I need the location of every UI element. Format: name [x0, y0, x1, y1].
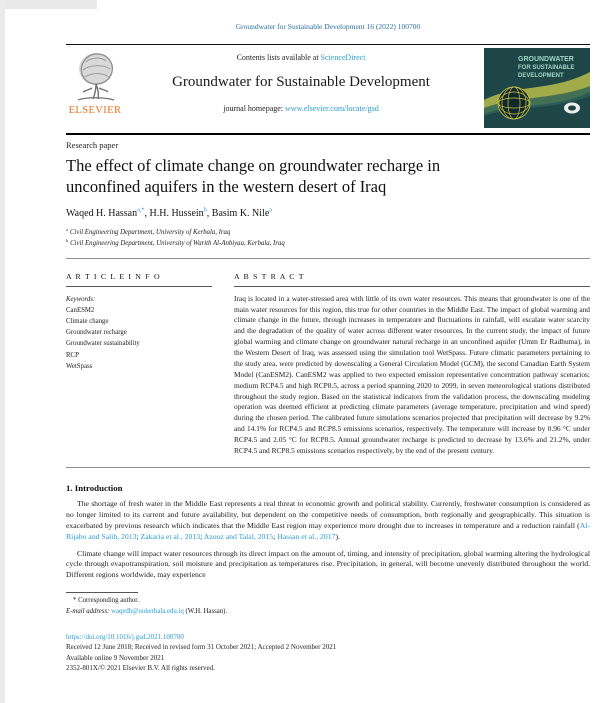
affiliations	[66, 228, 590, 250]
article-info-column	[66, 272, 212, 457]
affiliation-a-text: Civil Engineering Department, University of Kerbala, Iraq	[69, 228, 231, 236]
author-1	[66, 208, 145, 219]
sciencedirect-link[interactable]: ScienceDirect	[320, 53, 366, 62]
article-title-line1: The effect of climate change on groundwater recharge in	[66, 156, 441, 175]
introduction-section	[66, 483, 590, 582]
article-type-label: Research paper	[66, 140, 119, 150]
article-meta-block	[66, 632, 590, 674]
corresponding-author-note	[66, 596, 590, 606]
journal-header-center	[124, 48, 478, 130]
footnote-block	[66, 592, 590, 616]
footnote-marker: *	[73, 597, 79, 605]
intro-p1-sep: ;	[273, 531, 278, 541]
article-info-rule	[66, 286, 212, 287]
intro-p1-sep: ;	[136, 531, 141, 541]
homepage-prefix: journal homepage:	[223, 104, 286, 113]
email-line	[66, 607, 590, 617]
intro-p1-text: The shortage of fresh water in the Middle East represents a real threat to economic growth and political stability. Currently, freshwater consumption is considered as no longer limited to its current and future availability, but dependent on the competitive needs of consumption, both regionally and geographically. This situation is exacerbated by previous research which indicates that the Middle East region may experience more drought due to increases in temperature and a reduction rainfall (	[66, 498, 590, 530]
running-head-journal-ref[interactable]: Groundwater for Sustainable Development 16 (2022) 100700	[235, 22, 421, 31]
cover-title-line3: DEVELOPMENT	[518, 73, 564, 79]
affiliation-b-sup: b	[66, 237, 69, 243]
author-2	[150, 208, 207, 219]
affiliation-b	[66, 239, 590, 250]
journal-cover-thumbnail	[484, 48, 590, 128]
email-suffix: (W.H. Hassan).	[183, 607, 228, 615]
keyword-item: Groundwater recharge	[66, 329, 127, 337]
page-content	[66, 0, 590, 674]
intro-p1-sep: ;	[200, 531, 204, 541]
abstract-rule	[234, 286, 590, 287]
elsevier-tree-icon	[70, 50, 120, 104]
homepage-line	[124, 104, 478, 113]
article-info-heading: A R T I C L E I N F O	[66, 271, 161, 281]
cover-title-line1: GROUNDWATER	[518, 56, 574, 63]
email-label: E-mail address:	[66, 607, 110, 615]
author-separator: ,	[144, 207, 150, 219]
author-3	[212, 208, 272, 219]
author-3-name: Basim K. Nile	[211, 207, 270, 219]
available-online-line: Available online 9 November 2021	[66, 653, 165, 662]
author-2-affil-sup[interactable]: b	[203, 206, 207, 214]
homepage-link[interactable]: www.elsevier.com/locate/gsd	[285, 104, 379, 113]
email-link[interactable]: waqedh@uokerbala.edu.iq	[111, 607, 184, 615]
author-1-affil-sup[interactable]: a,*	[137, 206, 145, 214]
contents-line	[124, 53, 478, 62]
divider-under-affiliations	[66, 258, 590, 259]
abstract-heading: A B S T R A C T	[234, 271, 305, 281]
footnote-rule	[66, 592, 138, 593]
article-title-line2: unconfined aquifers in the western desert of Iraq	[66, 176, 387, 196]
author-1-name: Waqed H. Hassan	[66, 207, 138, 219]
elsevier-logo-block	[66, 48, 124, 130]
author-3-affil-sup[interactable]: a	[269, 206, 273, 214]
issn-copyright-line: 2352-801X/© 2021 Elsevier B.V. All rights reserved.	[66, 664, 215, 673]
keyword-item: WetSpass	[66, 362, 93, 370]
info-abstract-section	[66, 272, 590, 457]
citation-link[interactable]: Azooz and Talal, 2015	[203, 531, 274, 541]
cover-title-line2: FOR SUSTAINABLE	[518, 65, 575, 71]
introduction-heading: 1. Introduction	[66, 482, 123, 493]
affiliation-a-sup: a	[66, 226, 68, 232]
intro-p1-end: ).	[335, 531, 340, 541]
keyword-item: Groundwater sustainability	[66, 340, 140, 348]
keywords-label: Keywords:	[66, 295, 96, 303]
divider-under-abstract	[66, 467, 590, 468]
journal-title: Groundwater for Sustainable Development	[172, 74, 430, 90]
abstract-column	[234, 272, 590, 457]
viewer-edge-left	[0, 0, 5, 703]
citation-link[interactable]: Hassan et al., 2017	[277, 531, 336, 541]
elsevier-wordmark: ELSEVIER	[68, 105, 122, 116]
keyword-item: RCP	[66, 351, 79, 359]
abstract-text: Iraq is located in a water-stressed area with little of its own water resources. This means that groundwater is one of the main water resources for this region, this true for other countries in the Middle East. The impact of global warming and climate change in the future, through increases in temperature and fluctuations in rainfall, will escalate water scarcity and the degradation of the quality of water across different water resources. In the current study, the impact of future global warming and climate change on groundwater natural recharge in an unconfined aquifer (Umm Er Radhuma), in the Western Desert of Iraq, was assessed using the simulation tool WetSpass. Future climatic parameters pertaining to the study area, were predicted by downscaling a General Circulation Model (GCM), the second Canadian Earth System Model (CanESM2). CanESM2 was applied to two expected emission representative concentration pathway scenarios; medium RCP4.5 and high RCP8.5, across a period spanning 2020 to 2099, in seven meteorological stations distributed throughout the study region. Based on the statistical indicators from the validation process, the downscaling modeling operation was deemed efficient at predicting climate parameters (average temperature, precipitation and wind speed) during the chosen period. The calibrated future simulations scenarios projected that precipitation will decrease by 9.2% and 14.1% for RCP4.5 and RCP8.5 emissions scenarios, respectively. The temperature will increase by 0.96 °C under RCP4.5 and 2.05 °C for RCP8.5. Annual groundwater recharge is predicted to decrease by 13.6% and 21.2%, under RCP4.5 and RCP8.5 emissions scenarios respectively, by the end of the present century.	[234, 293, 590, 455]
citation-link[interactable]: Al-Rijabo and Salih, 2013	[66, 520, 590, 541]
journal-cover-graphic	[484, 48, 590, 128]
doi-link[interactable]: https://doi.org/10.1016/j.gsd.2021.100700	[66, 632, 184, 641]
corresponding-author-text: Corresponding author.	[78, 597, 139, 605]
affiliation-b-text: Civil Engineering Department, University of Warith Al-Anbiyaa, Kerbala, Iraq	[70, 239, 285, 247]
affiliation-a	[66, 228, 590, 239]
citation-link[interactable]: Zakaria et al., 2013	[140, 531, 201, 541]
received-dates-line: Received 12 June 2018; Received in revised form 31 October 2021; Accepted 2 November 2021	[66, 643, 337, 652]
article-title	[66, 156, 590, 198]
keyword-item: Climate change	[66, 318, 109, 326]
introduction-paragraph-1	[66, 499, 590, 543]
introduction-paragraph-2: Climate change will impact water resources through its direct impact on the amount of, timing, and intensity of precipitation, global warming altering the hydrological cycle through evapotranspiration, soil moisture and precipitation as temperatures rise. Precipitation, in general, will become unevenly distributed throughout the world. Different regions worldwide, may experience	[66, 548, 590, 580]
authors-line	[66, 208, 590, 219]
author-separator: ,	[206, 207, 212, 219]
keyword-item: CanESM2	[66, 306, 95, 314]
cover-badge-icon	[564, 103, 580, 114]
globe-icon	[498, 87, 530, 119]
contents-prefix: Contents lists available at	[236, 53, 321, 62]
author-2-name: H.H. Hussein	[149, 207, 204, 219]
journal-header-band	[66, 44, 590, 135]
